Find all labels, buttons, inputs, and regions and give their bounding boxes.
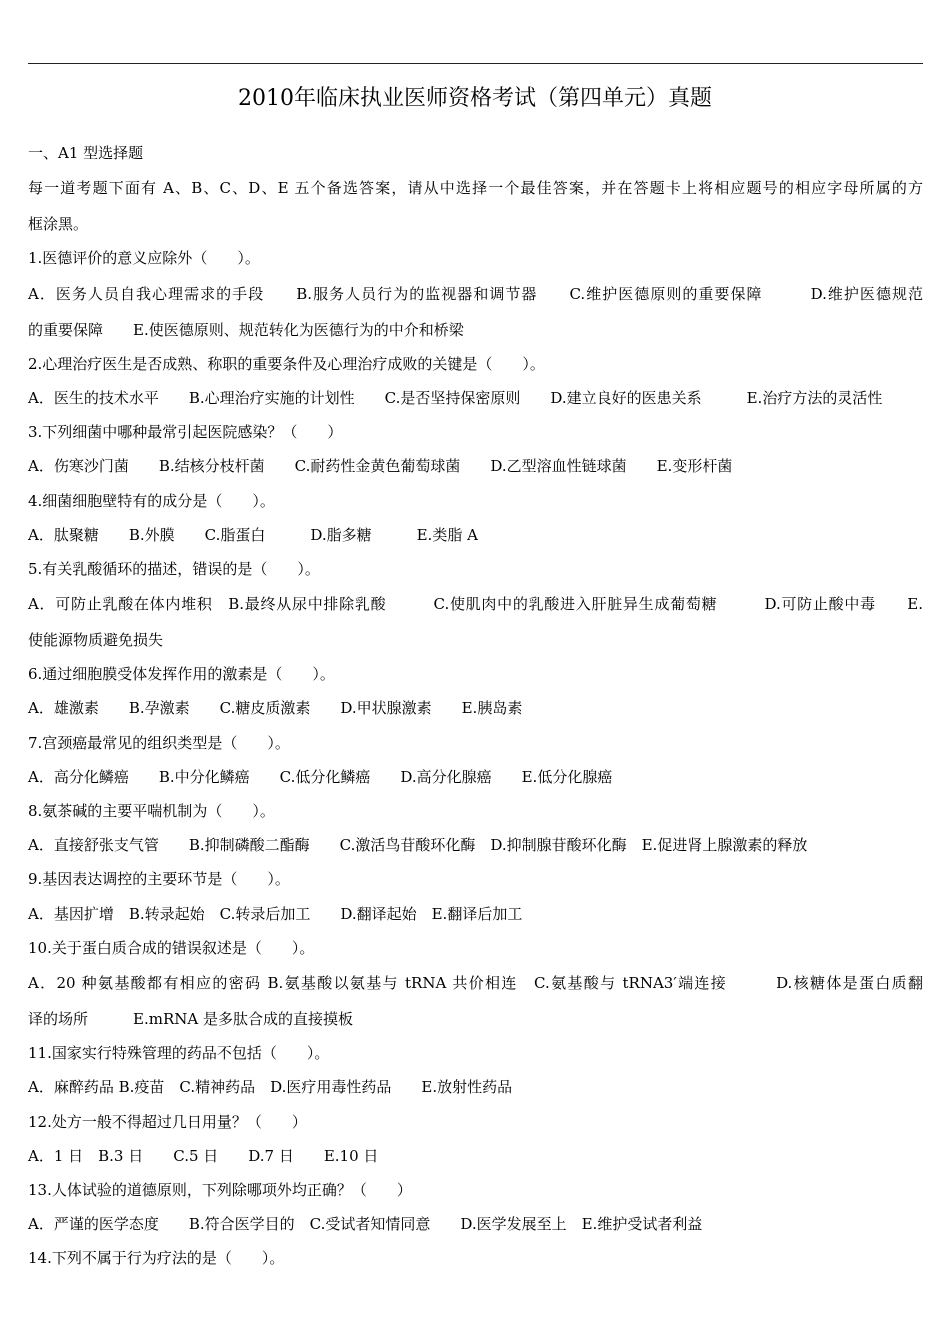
question-9: 9.基因表达调控的主要环节是（ ）。 — [28, 870, 290, 889]
instructions-line-2: 框涂黑。 — [28, 215, 89, 234]
question-5-options-line-1: A．可防止乳酸在体内堆积 B.最终从尿中排除乳酸 C.使肌肉中的乳酸进入肝脏异生成葡萄糖 D.可防止酸中毒 E. — [28, 595, 923, 614]
question-1-options-line-1: A．医务人员自我心理需求的手段 B.服务人员行为的监视器和调节器 C.维护医德原则的重要保障 D.维护医德规范 — [28, 284, 923, 303]
question-14: 14.下列不属于行为疗法的是（ ）。 — [28, 1249, 285, 1268]
question-7: 7.宫颈癌最常见的组织类型是（ ）。 — [28, 733, 290, 752]
question-8-options: A．直接舒张支气管 B.抑制磷酸二酯酶 C.激活鸟苷酸环化酶 D.抑制腺苷酸环化酶 E.促进肾上腺激素的释放 — [28, 836, 808, 855]
question-2: 2.心理治疗医生是否成熟、称职的重要条件及心理治疗成败的关键是（ ）。 — [28, 354, 545, 373]
question-8: 8.氨茶碱的主要平喘机制为（ ）。 — [28, 802, 275, 820]
question-13-options: A．严谨的医学态度 B.符合医学目的 C.受试者知情同意 D.医学发展至上 E.维护受试者利益 — [28, 1215, 703, 1234]
question-5: 5.有关乳酸循环的描述，错误的是（ ）。 — [28, 559, 320, 578]
question-6-options: A．雄激素 B.孕激素 C.糖皮质激素 D.甲状腺激素 E.胰岛素 — [28, 699, 523, 718]
question-3: 3.下列细菌中哪种最常引起医院感染？（ ） — [28, 423, 343, 442]
question-1: 1.医德评价的意义应除外（ ）。 — [28, 249, 260, 268]
question-10-options-line-2: 译的场所 E.mRNA 是多肽合成的直接摸板 — [28, 1009, 353, 1028]
question-9-options: A．基因扩增 B.转录起始 C.转录后加工 D.翻译起始 E.翻译后加工 — [28, 904, 523, 923]
page-title: 2010年临床执业医师资格考试（第四单元）真题 — [238, 86, 712, 111]
section-heading: 一、A1 型选择题 — [28, 144, 144, 162]
question-12-options: A．1 日 B.3 日 C.5 日 D.7 日 E.10 日 — [28, 1146, 379, 1165]
question-10: 10.关于蛋白质合成的错误叙述是（ ）。 — [28, 938, 315, 957]
top-rule — [28, 63, 923, 64]
question-4-options: A．肽聚糖 B.外膜 C.脂蛋白 D.脂多糖 E.类脂 A — [28, 525, 478, 544]
question-5-options-line-2: 使能源物质避免损失 — [28, 631, 164, 650]
question-4: 4.细菌细胞壁特有的成分是（ ）。 — [28, 491, 275, 510]
instructions-line-1: 每一道考题下面有 A、B、C、D、E 五个备选答案，请从中选择一个最佳答案，并在答题卡上将相应题号的相应字母所属的方 — [28, 179, 923, 198]
document-body — [28, 136, 923, 1275]
question-3-options: A．伤寒沙门菌 B.结核分枝杆菌 C.耐药性金黄色葡萄球菌 D.乙型溶血性链球菌 E.变形杆菌 — [28, 457, 733, 476]
question-1-options-line-2: 的重要保障 E.使医德原则、规范转化为医德行为的中介和桥梁 — [28, 320, 464, 339]
question-6: 6.通过细胞膜受体发挥作用的激素是（ ）。 — [28, 665, 335, 684]
question-2-options: A．医生的技术水平 B.心理治疗实施的计划性 C.是否坚持保密原则 D.建立良好的医患关系 E.治疗方法的灵活性 — [28, 388, 883, 407]
question-7-options: A．高分化鳞癌 B.中分化鳞癌 C.低分化鳞癌 D.高分化腺癌 E.低分化腺癌 — [28, 767, 613, 786]
question-12: 12.处方一般不得超过几日用量？（ ） — [28, 1112, 307, 1131]
question-10-options-line-1: A．20 种氨基酸都有相应的密码 B.氨基酸以氨基与 tRNA 共价相连 C.氨基酸与 tRNA3′端连接 D.核糖体是蛋白质翻 — [28, 973, 923, 992]
question-13: 13.人体试验的道德原则，下列除哪项外均正确？（ ） — [28, 1180, 412, 1199]
question-11: 11.国家实行特殊管理的药品不包括（ ）。 — [28, 1044, 330, 1063]
question-11-options: A．麻醉药品 B.疫苗 C.精神药品 D.医疗用毒性药品 E.放射性药品 — [28, 1078, 513, 1097]
